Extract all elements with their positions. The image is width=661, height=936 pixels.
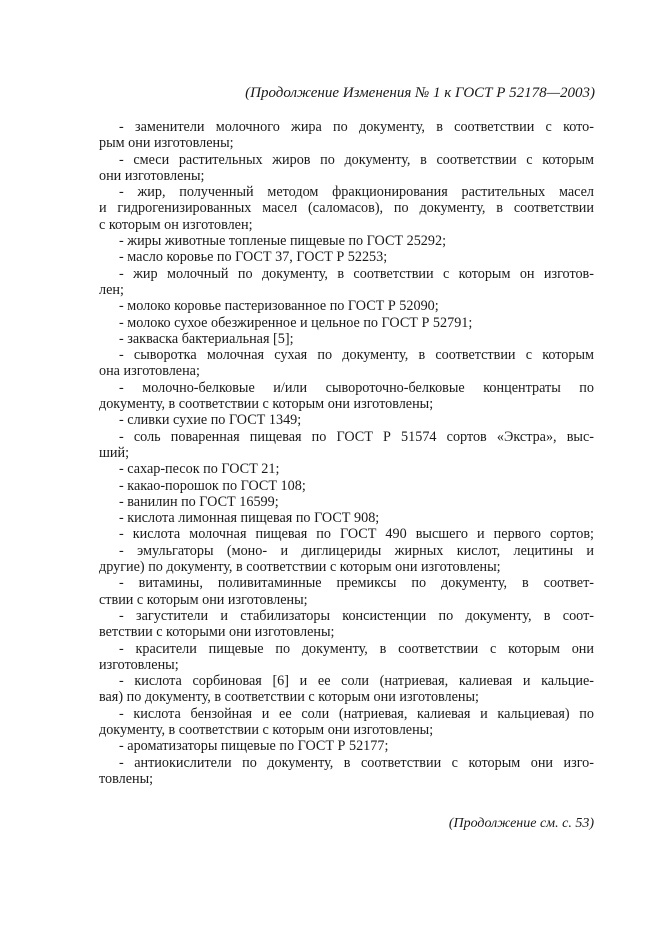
text-line: с которым он изготовлен; [99, 216, 253, 233]
text-line: - антиокислители по документу, в соответствии с которым они изго- [119, 754, 594, 771]
text-line: они изготовлены; [99, 167, 205, 184]
text-line: изготовлены; [99, 656, 179, 673]
text-line: лен; [99, 281, 124, 298]
text-line: - жир молочный по документу, в соответствии с которым он изготов- [119, 265, 594, 282]
text-line: ветствии с которыми они изготовлены; [99, 624, 335, 641]
text-line: - кислота сорбиновая [6] и ее соли (натриевая, калиевая и кальцие- [119, 673, 594, 690]
text-line: - какао-порошок по ГОСТ 108; [119, 477, 306, 494]
text-line: - кислота молочная пищевая по ГОСТ 490 высшего и первого сортов; [119, 526, 594, 543]
text-line: товлены; [99, 770, 154, 787]
text-line: - сахар-песок по ГОСТ 21; [119, 461, 280, 478]
text-line: - витамины, поливитаминные премиксы по документу, в соответ- [119, 575, 594, 592]
text-line: - молоко коровье пастеризованное по ГОСТ Р 52090; [119, 298, 439, 315]
text-line: другие) по документу, в соответствии с которым они изготовлены; [99, 559, 501, 576]
text-line: ствии с которым они изготовлены; [99, 591, 308, 608]
text-line: - соль поваренная пищевая по ГОСТ Р 51574 сортов «Экстра», выс- [119, 428, 594, 445]
text-line: - масло коровье по ГОСТ 37, ГОСТ Р 52253; [119, 249, 388, 266]
document-body [99, 119, 594, 787]
text-line: - молоко сухое обезжиренное и цельное по ГОСТ Р 52791; [119, 314, 473, 331]
text-line: - молочно-белковые и/или сывороточно-белковые концентраты по [119, 379, 594, 396]
text-line: - красители пищевые по документу, в соответствии с которым они [119, 640, 594, 657]
text-line: документу, в соответствии с которым они изготовлены; [99, 396, 434, 413]
text-line: и гидрогенизированных масел (саломасов), по документу, в соответствии [99, 200, 594, 217]
text-line: - ванилин по ГОСТ 16599; [119, 493, 279, 510]
text-line: - смеси растительных жиров по документу, в соответствии с которым [119, 151, 594, 168]
text-line: документу, в соответствии с которым они изготовлены; [99, 721, 434, 738]
text-line: она изготовлена; [99, 363, 200, 380]
text-line: рым они изготовлены; [99, 135, 234, 152]
page-footer: (Продолжение см. с. 53) [448, 816, 594, 831]
text-line: вая) по документу, в соответствии с которым они изготовлены; [99, 689, 479, 706]
text-line: - сливки сухие по ГОСТ 1349; [119, 412, 302, 429]
text-line: - заменители молочного жира по документу, в соответствии с кото- [119, 119, 594, 135]
text-line: - жиры животные топленые пищевые по ГОСТ 25292; [119, 233, 447, 250]
text-line: - кислота бензойная и ее соли (натриевая, калиевая и кальциевая) по [119, 705, 594, 722]
text-line: - жир, полученный методом фракционирования растительных масел [119, 184, 594, 201]
text-line: - сыворотка молочная сухая по документу, в соответствии с которым [119, 347, 594, 364]
text-line: - загустители и стабилизаторы консистенции по документу, в соот- [119, 607, 594, 624]
text-line: - кислота лимонная пищевая по ГОСТ 908; [119, 510, 380, 527]
page-header: (Продолжение Изменения № 1 к ГОСТ Р 52178—2003) [245, 85, 595, 101]
text-line: - эмульгаторы (моно- и диглицериды жирных кислот, лецитины и [119, 542, 594, 559]
text-line: - ароматизаторы пищевые по ГОСТ Р 52177; [119, 738, 389, 755]
text-line: ший; [99, 444, 130, 461]
text-line: - закваска бактериальная [5]; [119, 330, 294, 347]
